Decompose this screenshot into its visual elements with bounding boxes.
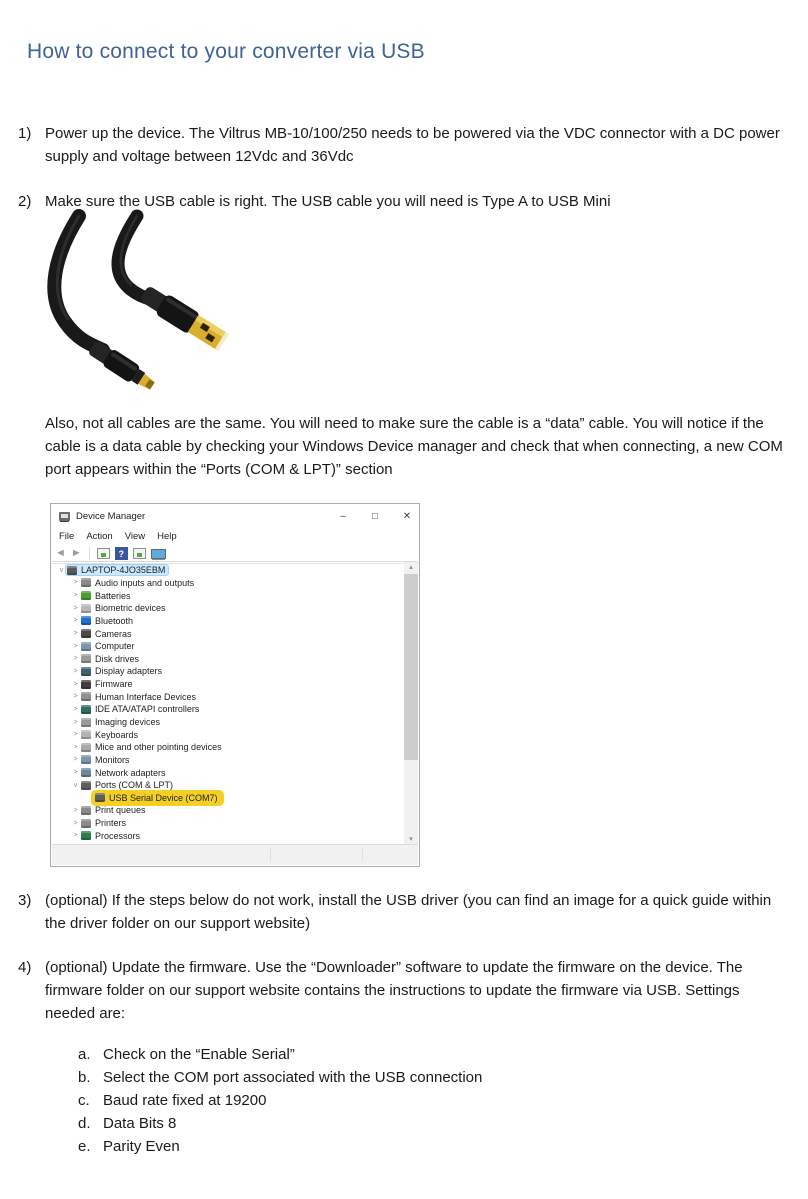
forward-icon[interactable]: ► [70,547,82,559]
tree-row[interactable] [52,577,418,590]
chevron-icon[interactable]: > [73,718,78,726]
step-2-text: Make sure the USB cable is right. The USB cable you will need is Type A to USB Mini [45,193,611,210]
camera-icon [81,629,91,638]
step-2 [18,190,793,213]
toolbar-separator [89,547,90,560]
chevron-icon[interactable]: > [73,769,78,777]
chevron-icon[interactable]: > [73,630,78,638]
step-3 [18,889,793,935]
sub-step-letter: a. [78,1046,91,1063]
network-adapter-icon [81,768,91,777]
usb-cable-illustration [45,226,230,404]
help-icon[interactable]: ? [115,547,128,560]
tree-row[interactable] [52,728,418,741]
tree-row[interactable] [52,766,418,779]
device-manager-menubar [51,528,419,544]
sub-step [78,1043,482,1066]
keyboard-icon [81,730,91,739]
sub-step-text: Select the COM port associated with the USB connection [103,1069,483,1086]
tree-item-label: Ports (COM & LPT) [95,780,174,791]
tree-item-label: Network adapters [95,767,166,778]
sub-step-text: Check on the “Enable Serial” [103,1046,295,1063]
tree-row[interactable] [52,589,418,602]
window-title: Device Manager [76,510,146,522]
sub-step-text: Data Bits 8 [103,1115,177,1132]
print-queue-icon [81,806,91,815]
imaging-device-icon [81,718,91,727]
speaker-icon [81,578,91,587]
tree-item-label: Bluetooth [95,615,134,626]
statusbar-divider [270,848,271,862]
back-icon[interactable]: ◄ [55,547,66,559]
device-manager-app-icon [59,512,70,521]
disk-drive-icon [81,654,91,663]
step-1-number: 1) [18,125,32,142]
sub-step [78,1135,482,1158]
tree-row[interactable] [52,665,418,678]
computer-monitor-icon [81,642,91,651]
scan-hardware-icon[interactable] [151,549,166,559]
chevron-icon[interactable]: > [73,819,78,827]
chevron-icon[interactable]: > [73,756,78,764]
tree-row[interactable] [52,716,418,729]
tree-row[interactable] [52,564,418,577]
sub-step [78,1089,482,1112]
chevron-icon[interactable]: > [73,832,78,840]
monitor-icon [81,755,91,764]
tree-row[interactable] [52,627,418,640]
tree-item-label: Processors [95,830,141,841]
statusbar-divider [362,848,363,862]
serial-port-icon [81,781,91,790]
tree-item-label: Monitors [95,754,130,765]
tree-row[interactable] [52,678,418,691]
chevron-icon[interactable]: > [73,731,78,739]
tree-row[interactable] [52,703,418,716]
sub-step [78,1112,482,1135]
sub-step-text: Baud rate fixed at 19200 [103,1092,267,1109]
tree-item-label: Firmware [95,679,133,690]
close-button[interactable]: ✕ [402,510,412,522]
chevron-icon[interactable]: > [73,693,78,701]
tree-item-label: LAPTOP-4JO35EBM [81,565,166,576]
step-3-text: (optional) If the steps below do not work, install the USB driver (you can find an image for a quick guide within the driver folder on our support website) [45,892,772,932]
chevron-icon[interactable]: > [73,642,78,650]
menu-help[interactable]: Help [157,530,177,542]
properties-window-icon[interactable] [133,548,146,559]
tree-row[interactable] [52,652,418,665]
sub-step-letter: c. [78,1092,90,1109]
tree-item-label: Audio inputs and outputs [95,577,195,588]
tree-item-label: Human Interface Devices [95,691,197,702]
chevron-icon[interactable]: > [73,680,78,688]
tree-item-label: Cameras [95,628,132,639]
bluetooth-icon [81,616,91,625]
chevron-icon[interactable]: > [73,579,78,587]
tree-item-label: Print queues [95,805,146,816]
tree-row[interactable] [52,779,418,792]
maximize-button[interactable]: □ [371,510,379,522]
tree-row[interactable] [52,640,418,653]
device-tree [52,561,418,847]
device-manager-titlebar [51,504,419,528]
tree-row[interactable] [52,741,418,754]
step-1-text: Power up the device. The Viltrus MB-10/100/250 needs to be powered via the VDC connector with a DC power supply and voltage between 12Vdc and 36Vdc [45,125,780,165]
tree-item-label: Batteries [95,590,131,601]
scroll-down-icon[interactable]: ▾ [409,836,413,843]
tree-item-label: Computer [95,641,135,652]
display-adapter-icon [81,667,91,676]
tree-row[interactable] [52,754,418,767]
menu-action[interactable]: Action [86,530,113,542]
sub-step-letter: d. [78,1115,91,1132]
menu-file[interactable]: File [59,530,75,542]
page-title: How to connect to your converter via USB [27,40,425,63]
firmware-chip-icon [81,680,91,689]
tree-item-label: Keyboards [95,729,139,740]
sub-step-letter: b. [78,1069,91,1086]
device-manager-window [50,503,420,867]
mouse-icon [81,743,91,752]
tree-item-label: Biometric devices [95,603,166,614]
sub-steps-list [78,1043,482,1158]
serial-port-icon [95,793,105,802]
step-3-number: 3) [18,892,32,909]
tree-row[interactable] [52,817,418,830]
printer-icon [81,819,91,828]
chevron-icon[interactable]: > [73,617,78,625]
step-1 [18,122,793,168]
tree-row[interactable] [52,615,418,628]
battery-icon [81,591,91,600]
menu-view[interactable]: View [124,530,146,542]
processor-icon [81,831,91,840]
scroll-up-icon[interactable]: ▴ [409,564,413,571]
scrollbar-thumb[interactable] [404,574,418,760]
chevron-icon[interactable]: > [73,592,78,600]
step-4 [18,956,793,1025]
tree-row[interactable] [52,829,418,842]
console-window-icon[interactable] [97,548,110,559]
tree-item-label: Disk drives [95,653,140,664]
sub-step-text: Parity Even [103,1138,180,1155]
chevron-icon[interactable]: > [73,604,78,612]
tree-row[interactable] [52,690,418,703]
tree-item-label: IDE ATA/ATAPI controllers [95,704,200,715]
tree-scrollbar[interactable] [404,562,418,845]
note-paragraph: Also, not all cables are the same. You will need to make sure the cable is a “data” cable. You will notice if the cable is a data cable by checking your Windows Device manager and check that when connecting, a new COM port appears within the “Ports (COM & LPT)” section [45,415,783,478]
chevron-icon[interactable]: > [73,806,78,814]
minimize-button[interactable]: – [340,510,346,522]
chevron-icon[interactable]: v [59,566,64,574]
tree-row[interactable] [52,804,418,817]
step-2-number: 2) [18,193,32,210]
chevron-icon[interactable]: > [73,705,78,713]
sub-step [78,1066,482,1089]
tree-row[interactable] [52,602,418,615]
step-4-number: 4) [18,959,32,976]
chevron-icon[interactable]: > [73,655,78,663]
step-4-text: (optional) Update the firmware. Use the “Downloader” software to update the firmware on the device. The firmware folder on our support website contains the instructions to update the firmware via USB. Settings needed are: [45,959,743,1022]
chevron-icon[interactable]: > [73,667,78,675]
hid-icon [81,692,91,701]
tree-item-label: Display adapters [95,666,163,677]
laptop-icon [67,566,77,575]
usb-cable-photo [45,226,230,404]
chevron-icon[interactable]: v [73,781,78,789]
sub-step-letter: e. [78,1138,91,1155]
device-manager-statusbar [52,844,418,865]
tree-item-label: Imaging devices [95,717,161,727]
chevron-icon[interactable]: > [73,743,78,751]
ide-controller-icon [81,705,91,714]
tree-item-label: USB Serial Device (COM7) [109,792,218,803]
fingerprint-icon [81,604,91,613]
tree-item-label: Printers [95,818,127,829]
tree-row[interactable] [52,792,418,805]
tree-item-label: Mice and other pointing devices [95,742,222,753]
